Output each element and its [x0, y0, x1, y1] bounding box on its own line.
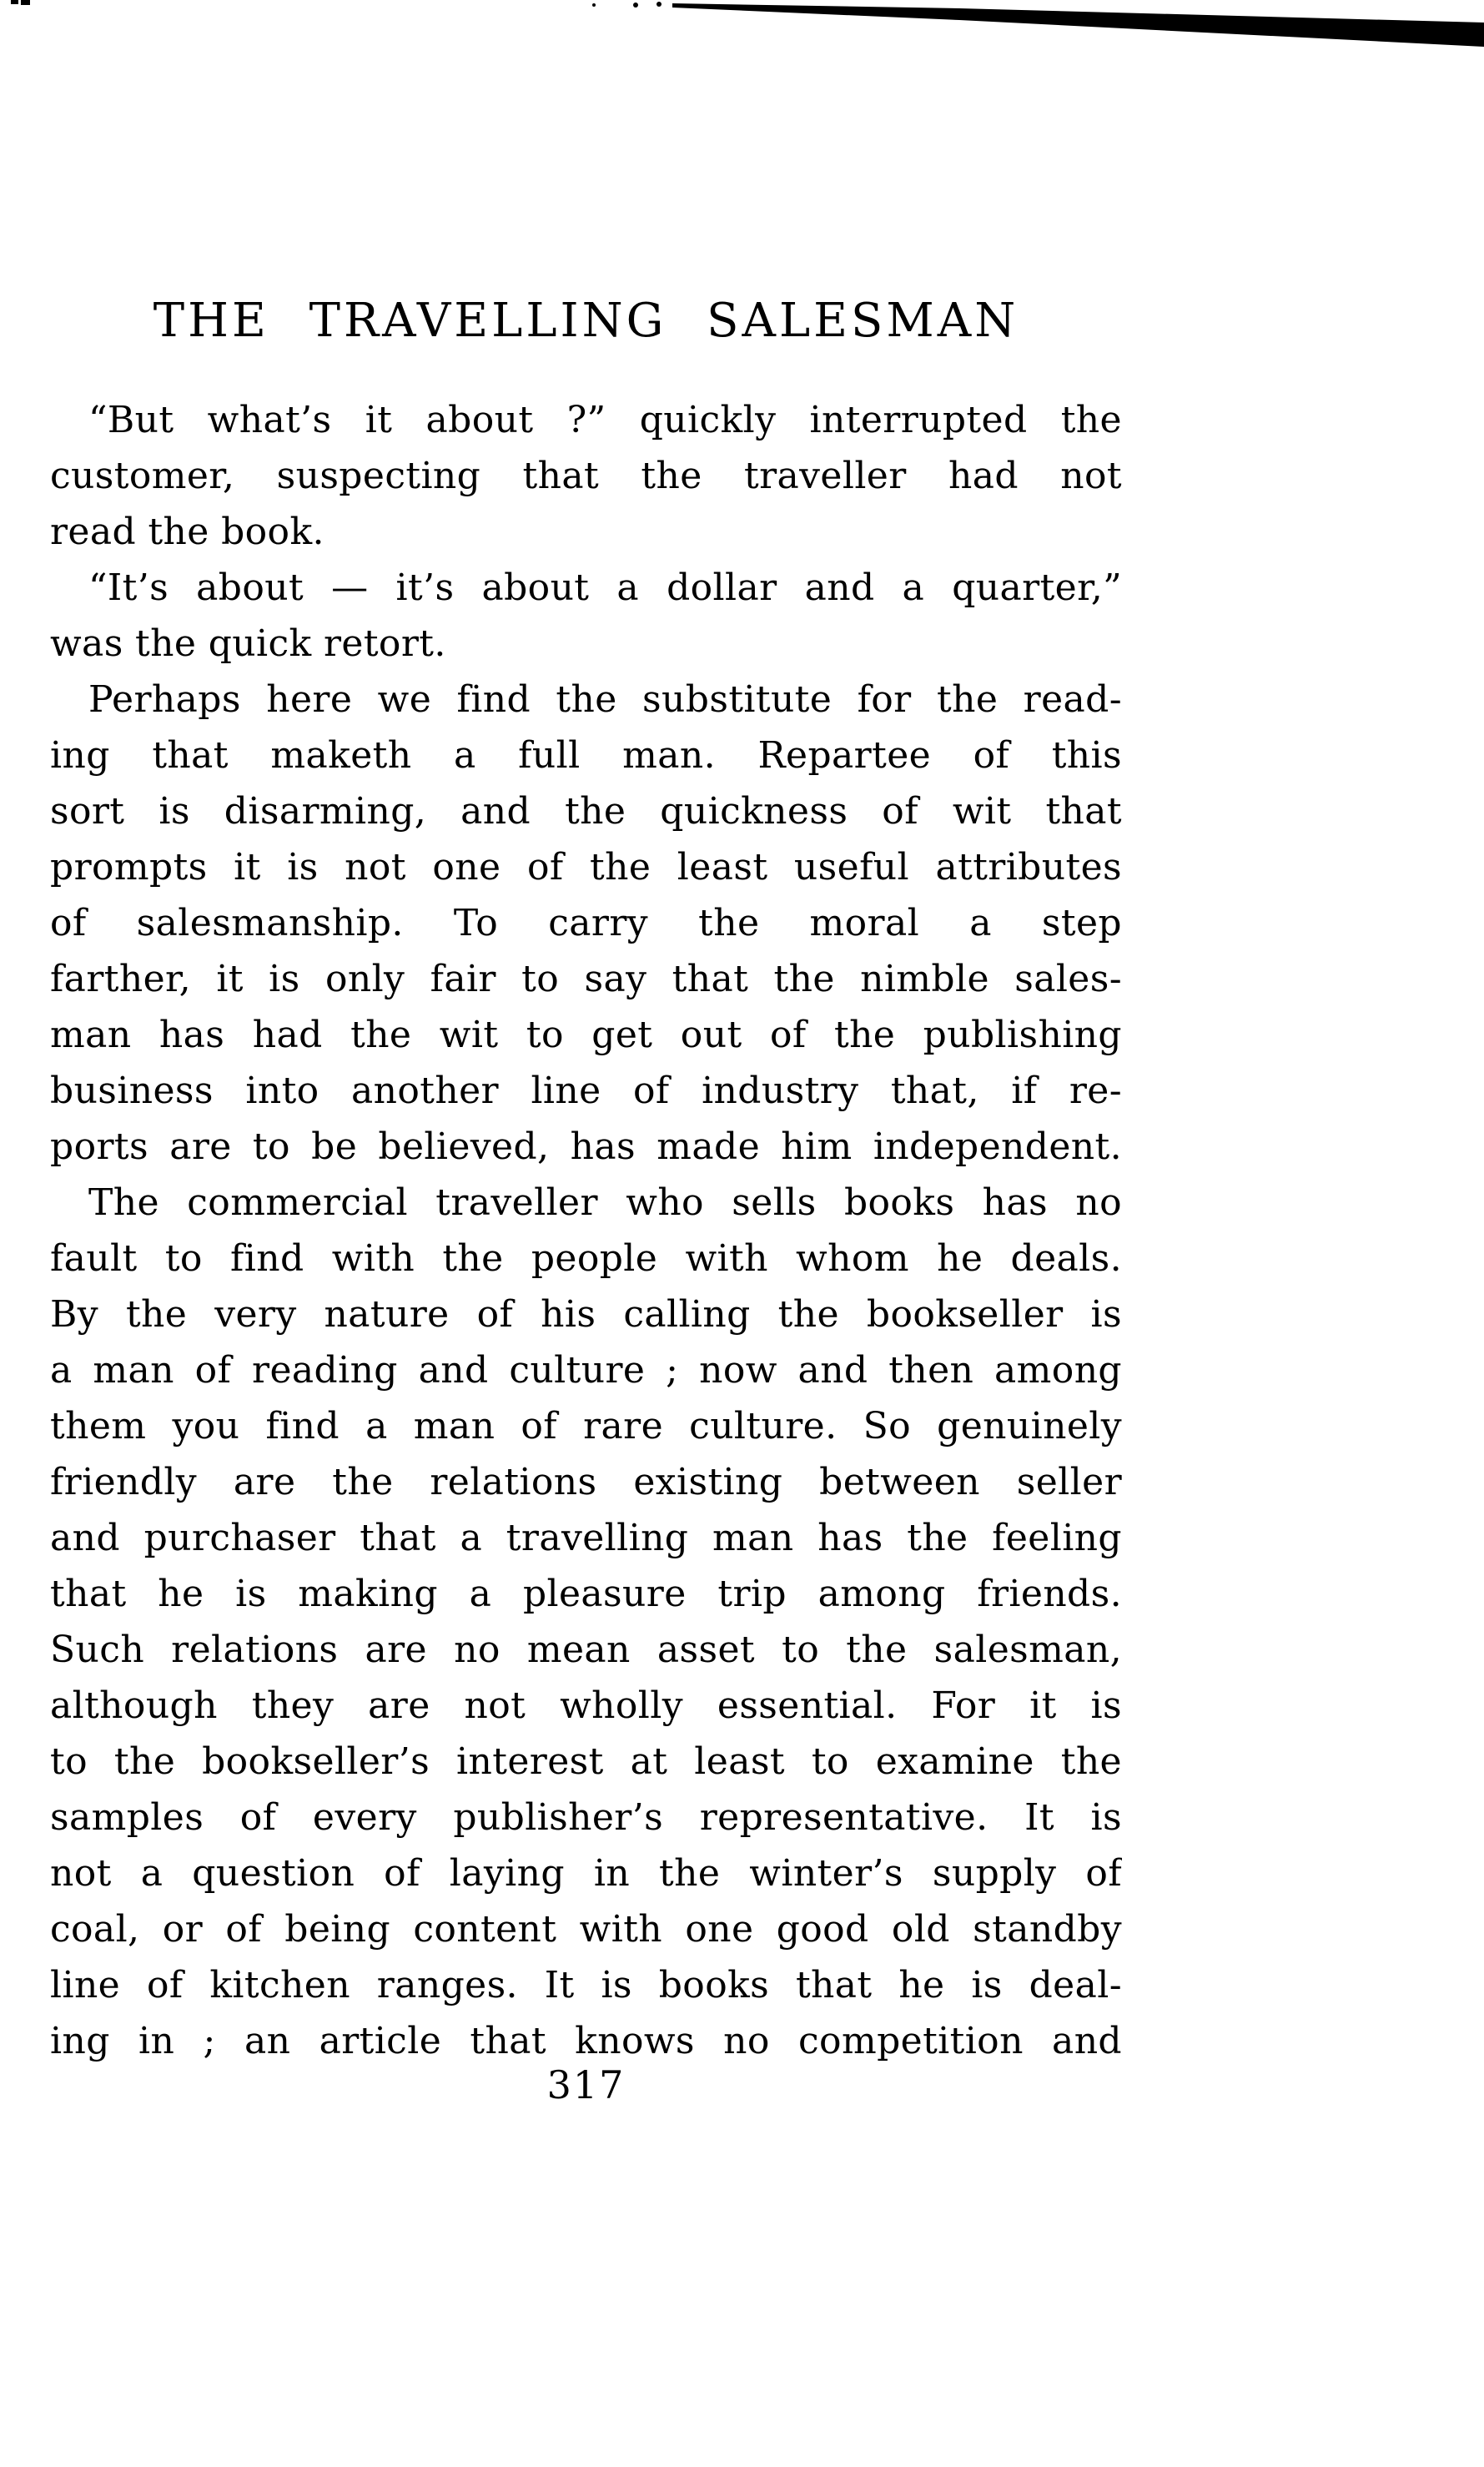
- text-line: ports are to be believed, has made him independent.: [50, 1125, 1122, 1168]
- text-line: and purchaser that a travelling man has the feeling: [50, 1517, 1122, 1559]
- text-line: read the book.: [50, 511, 324, 553]
- scan-artifact-topleft-2: [21, 0, 30, 5]
- text-line: friendly are the relations existing between seller: [50, 1461, 1122, 1503]
- text-line: “But what’s it about ?” quickly interrupted the: [88, 399, 1122, 441]
- text-line: farther, it is only fair to say that the nimble sales-: [50, 958, 1122, 1000]
- scan-artifact-wedge: [0, 0, 1484, 58]
- text-line: business into another line of industry that, if re-: [50, 1070, 1122, 1112]
- text-line: The commercial traveller who sells books has no: [88, 1181, 1122, 1224]
- text-line: of salesmanship. To carry the moral a step: [50, 902, 1122, 944]
- page-title: THE TRAVELLING SALESMAN: [153, 294, 1019, 348]
- text-line: Perhaps here we find the substitute for the read-: [88, 678, 1122, 721]
- text-line: sort is disarming, and the quickness of wit that: [50, 790, 1122, 833]
- text-line: “It’s about — it’s about a dollar and a quarter,”: [88, 566, 1122, 609]
- text-line: a man of reading and culture ; now and then among: [50, 1349, 1122, 1392]
- text-line: not a question of laying in the winter’s supply of: [50, 1852, 1122, 1895]
- page-number: 317: [546, 2062, 626, 2107]
- text-line: ing in ; an article that knows no competition and: [50, 2020, 1122, 2062]
- text-line: them you find a man of rare culture. So genuinely: [50, 1405, 1122, 1447]
- scan-artifact-topleft: [11, 0, 18, 4]
- text-line: samples of every publisher’s representative. It is: [50, 1796, 1122, 1839]
- text-line: ing that maketh a full man. Repartee of this: [50, 734, 1122, 777]
- text-line: prompts it is not one of the least useful attributes: [50, 846, 1122, 889]
- text-line: was the quick retort.: [50, 622, 446, 665]
- text-line: line of kitchen ranges. It is books that he is deal-: [50, 1964, 1122, 2006]
- text-line: customer, suspecting that the traveller had not: [50, 455, 1122, 497]
- text-line: man has had the wit to get out of the publishing: [50, 1014, 1122, 1056]
- text-line: Such relations are no mean asset to the salesman,: [50, 1629, 1122, 1671]
- text-column: [50, 392, 1122, 2069]
- text-line: although they are not wholly essential. For it is: [50, 1684, 1122, 1727]
- text-line: coal, or of being content with one good old standby: [50, 1908, 1122, 1951]
- text-line: that he is making a pleasure trip among friends.: [50, 1573, 1122, 1615]
- text-line: to the bookseller’s interest at least to examine the: [50, 1740, 1122, 1783]
- text-line: By the very nature of his calling the bookseller is: [50, 1293, 1122, 1336]
- text-line: fault to find with the people with whom he deals.: [50, 1237, 1122, 1280]
